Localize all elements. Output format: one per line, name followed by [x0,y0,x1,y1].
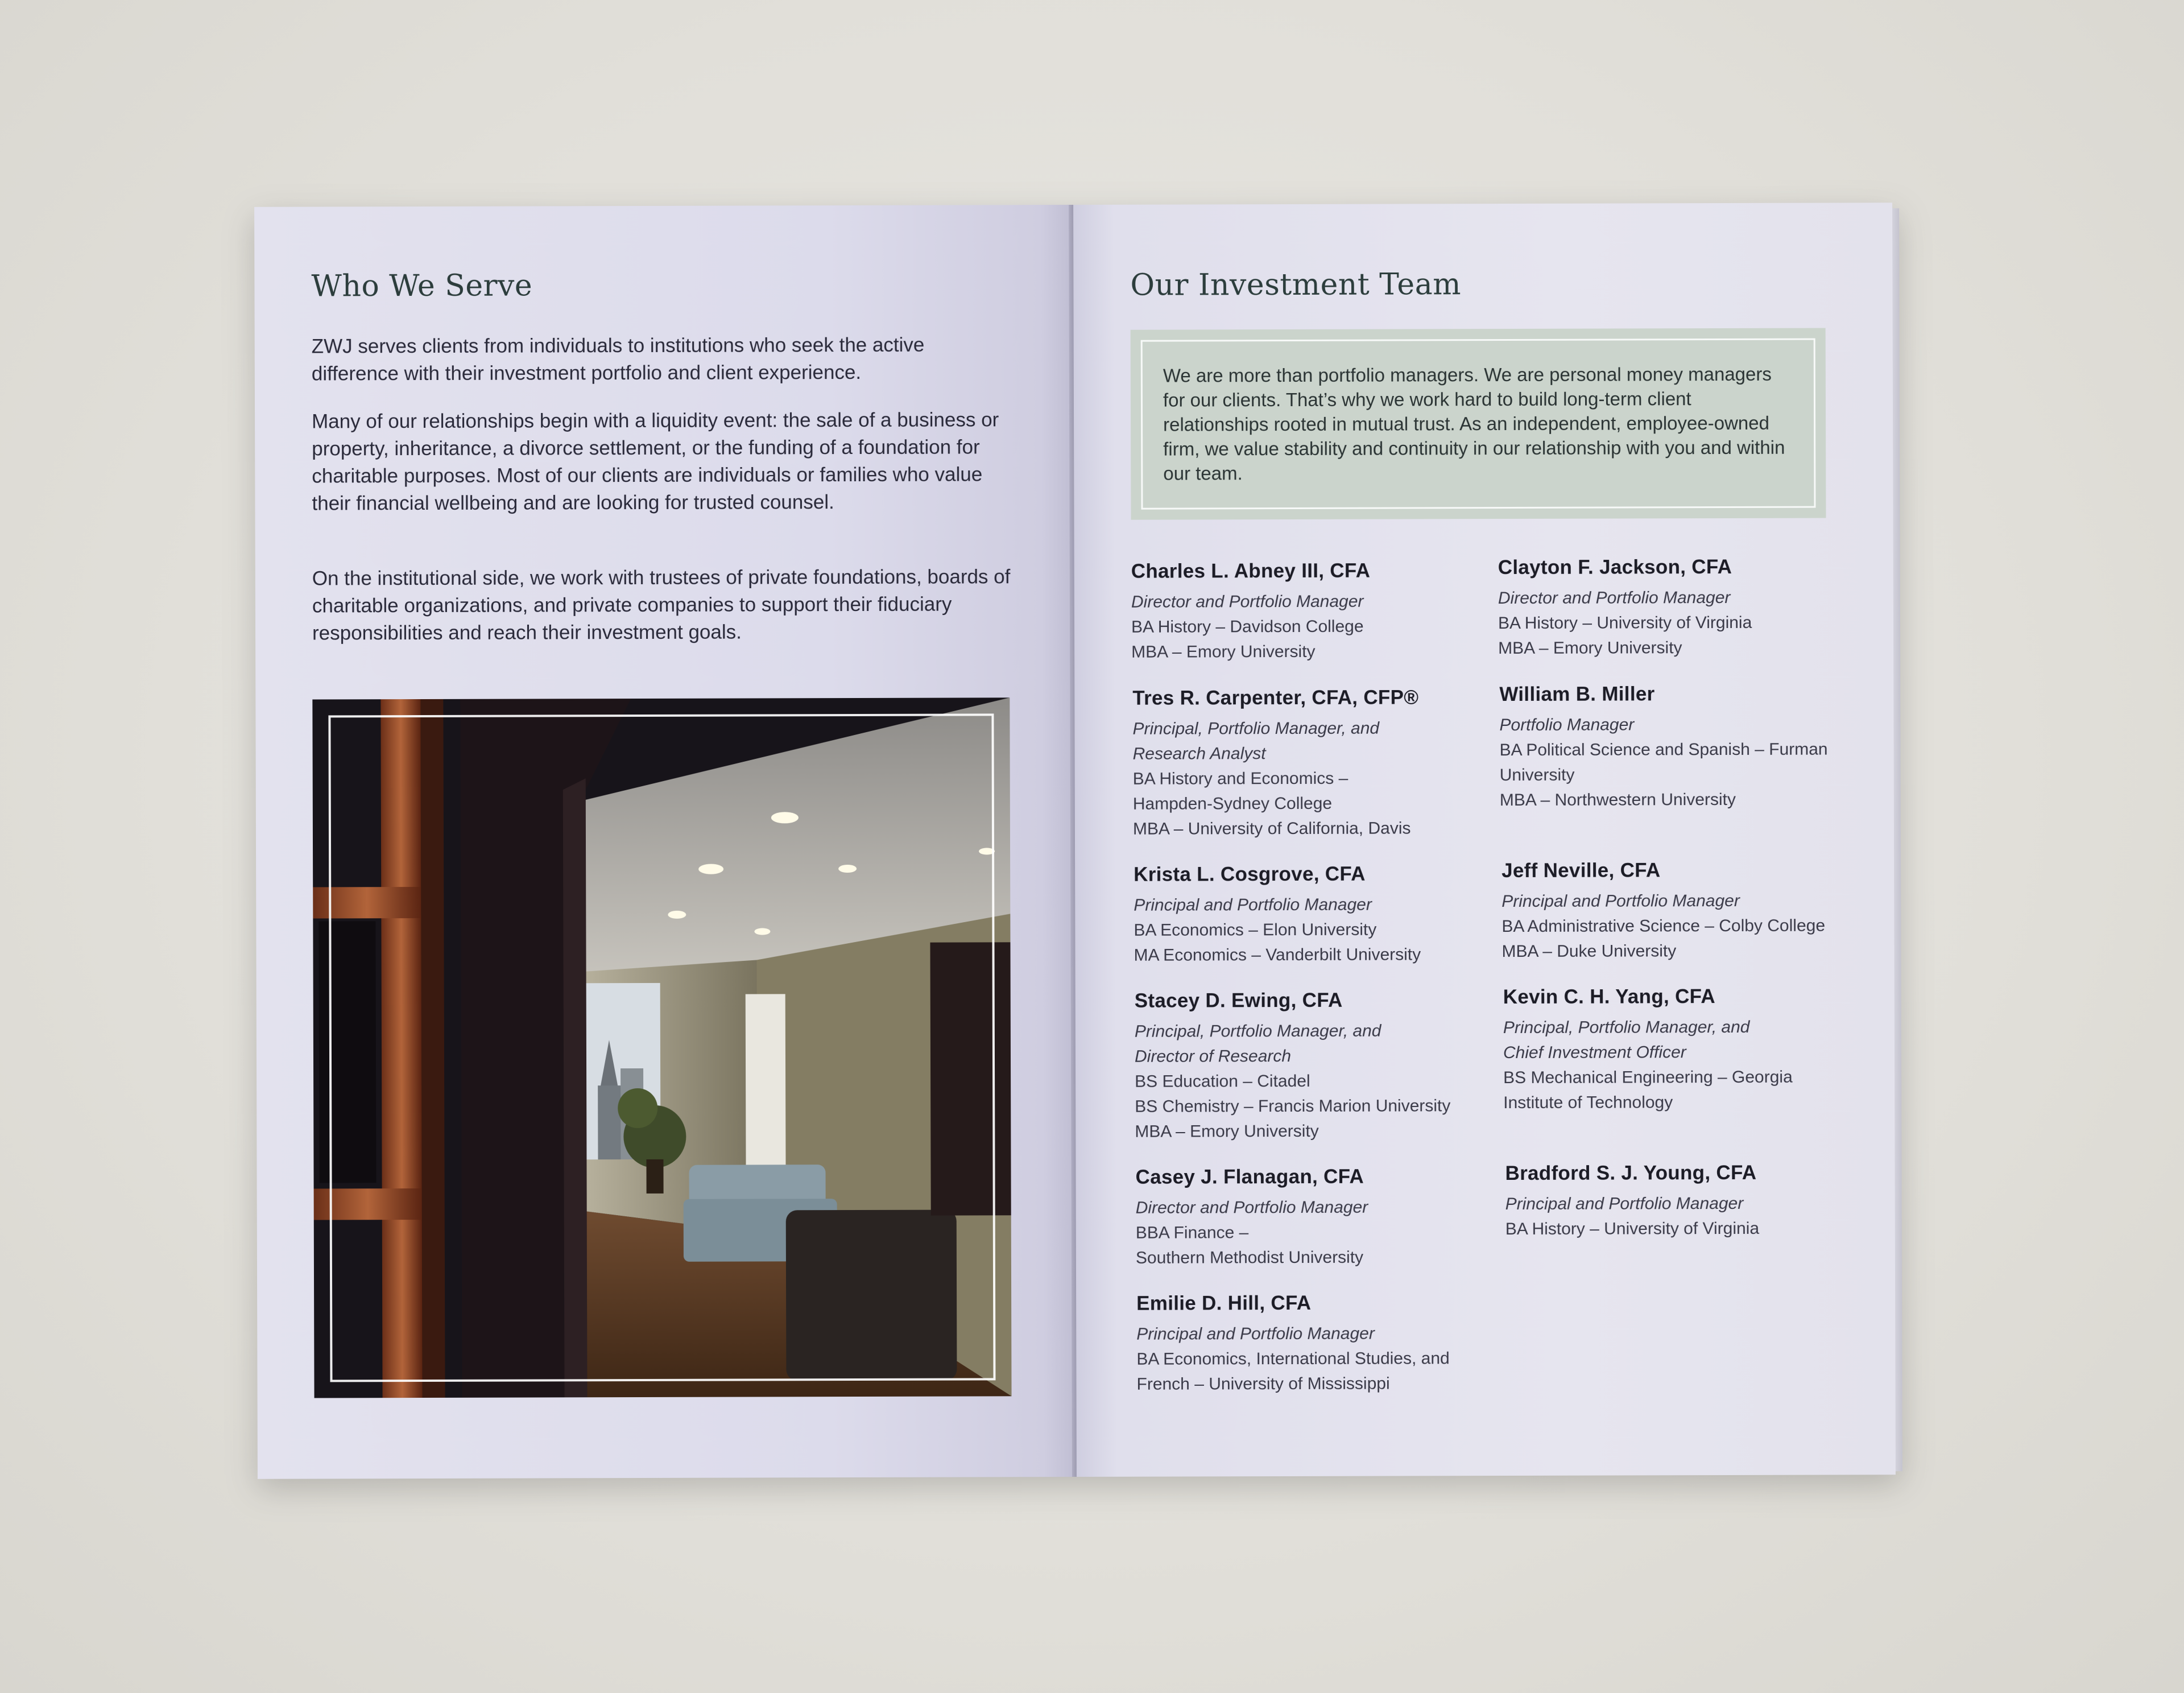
member-name: William B. Miller [1499,683,1655,706]
member-name: Casey J. Flanagan, CFA [1135,1165,1364,1188]
team-member [1136,1291,1489,1397]
member-education: BA Administrative Science – Colby College MBA – Duke University [1502,916,1826,961]
open-booklet [254,203,1896,1479]
team-member [1134,862,1486,968]
member-education: BA Economics – Elon University MA Economics – Vanderbilt University [1134,920,1421,965]
member-title: Principal, Portfolio Manager, and Chief Investment Officer [1503,1017,1750,1063]
member-education: BS Education – Citadel BS Chemistry – Francis Marion University MBA – Emory University [1135,1071,1451,1141]
team-member [1503,985,1856,1116]
team-member [1132,686,1486,842]
member-name: Stacey D. Ewing, CFA [1134,989,1343,1012]
member-education: BA History – University of Virginia MBA – Emory University [1498,613,1752,658]
team-intro-text: We are more than portfolio managers. We are personal money managers for our clients. That’s why we work hard to build long-term client relationships rooted in mutual trust. As an independent, employee-owned firm, we value stability and continuity in our relationship with you and within our team. [1141,338,1816,510]
intro-paragraph: ZWJ serves clients from individuals to institutions who seek the active difference with their investment portfolio and client experience. [311,333,925,385]
member-name: Charles L. Abney III, CFA [1131,559,1371,583]
member-title: Director and Portfolio Manager [1131,592,1364,612]
office-photo [312,697,1011,1398]
team-member [1135,1165,1488,1271]
member-title: Director and Portfolio Manager [1498,588,1731,608]
member-education: BA History – University of Virginia [1505,1219,1760,1239]
team-intro-box [1131,328,1826,520]
member-title: Principal, Portfolio Manager, and Director of Research [1134,1021,1381,1066]
member-education: BA History – Davidson College MBA – Emory University [1131,617,1364,662]
member-education: BA History and Economics – Hampden-Sydney College MBA – University of California, Davis [1132,769,1411,839]
member-name: Clayton F. Jackson, CFA [1498,555,1732,579]
member-education: BA Political Science and Spanish – Furman University MBA – Northwestern University [1499,740,1828,810]
member-title: Portfolio Manager [1499,715,1635,735]
team-member [1498,555,1851,661]
right-page [1073,203,1896,1477]
investment-team-heading: Our Investment Team [1130,267,1462,303]
institutional-paragraph: On the institutional side, we work with trustees of private foundations, boards of charitable organizations, and private companies to support their fiduciary responsibilities and reach their investment goals. [312,565,1011,645]
member-name: Tres R. Carpenter, CFA, CFP® [1132,686,1419,709]
member-education: BA Economics, International Studies, and French – University of Mississippi [1136,1349,1450,1394]
member-education: BS Mechanical Engineering – Georgia Institute of Technology [1503,1067,1793,1113]
page-stack-edge [1892,208,1902,1471]
liquidity-paragraph: Many of our relationships begin with a liquidity event: the sale of a business or property, inheritance, a divorce settlement, or the funding of a foundation for charitable purposes. Most of our clients are individuals or families who value their financial wellbeing and are looking for trusted counsel. [312,408,999,515]
member-name: Jeff Neville, CFA [1502,859,1661,882]
member-name: Krista L. Cosgrove, CFA [1134,862,1366,886]
member-name: Emilie D. Hill, CFA [1136,1291,1312,1315]
team-member [1131,559,1484,665]
left-page [254,205,1077,1479]
member-title: Principal and Portfolio Manager [1505,1194,1744,1214]
member-title: Principal and Portfolio Manager [1136,1324,1375,1344]
team-member [1135,989,1488,1145]
photo-inner-frame [328,713,995,1382]
member-title: Principal and Portfolio Manager [1134,895,1372,915]
team-member [1505,1161,1858,1242]
who-we-serve-heading: Who We Serve [311,269,533,304]
member-title: Principal, Portfolio Manager, and Research Analyst [1132,719,1380,763]
member-name: Kevin C. H. Yang, CFA [1503,985,1716,1009]
member-name: Bradford S. J. Young, CFA [1505,1161,1757,1185]
member-education: BBA Finance – Southern Methodist University [1135,1223,1364,1267]
team-member [1499,682,1852,813]
team-member [1502,858,1854,964]
member-title: Principal and Portfolio Manager [1502,891,1740,911]
member-title: Director and Portfolio Manager [1135,1198,1368,1217]
